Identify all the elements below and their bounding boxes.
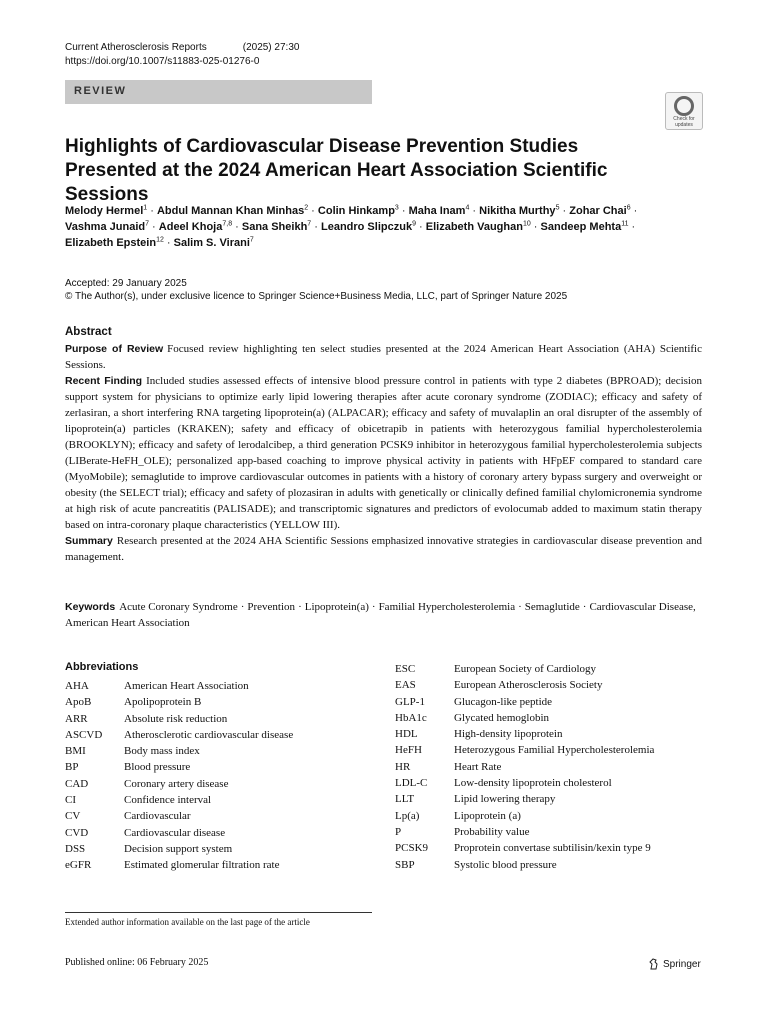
abbreviation-term: GLP-1 bbox=[395, 695, 425, 708]
abbreviation-term: HR bbox=[395, 760, 411, 773]
abbreviation-definition: Absolute risk reduction bbox=[124, 712, 228, 725]
finding-text: Included studies assessed effects of intensive blood pressure control in patients with type 2 diabetes (BPROAD); decision support system for physicians to optimize early lipid lowering therapies after acute coronary syndrome (ZODIAC); efficacy and safety of zerlasiran, a short interfering RNA targeting lipoprotein(a) (ALPACAR); efficacy and safety of muvalaplin an oral disrupter of the assembly of lipoprotein(a) particles (KRAKEN); safety and efficacy of obicetrapib in patients with heterozygous familial hypercholesterolemia (BROOKLYN); efficacy and safety of lerodalcibep, a third generation PCSK9 inhibitor in heterozygous familial hypercholesterolemia subjects (LIBerate-HeFH_OLE); personalized app-based coaching to improve physical activity in patients with HFpEF compared to standard care (MyoMobile); semaglutide to improve cardiovascular outcomes in patients with a history of coronary artery bypass surgery and overweight or obesity (the SELECT trial); efficacy and safety of plozasiran in adults with genetically or clinically defined familial chylomicronemia syndrome at high risk of acute pancreatitis (PALISADE); and transcriptomic signatures and predictors of evolocumab added to maximum statin therapy based on intra-coronary plaque characteristics (YELLOW III). bbox=[65, 375, 702, 531]
author-name[interactable]: Maha Inam bbox=[408, 205, 466, 217]
author-affiliation-marker: 2 bbox=[304, 204, 309, 212]
abbreviation-row bbox=[395, 759, 654, 775]
author-name[interactable]: Nikitha Murthy bbox=[479, 205, 556, 217]
author-affiliation-marker: 7,8 bbox=[222, 220, 233, 228]
abbreviation-definition: American Heart Association bbox=[124, 680, 249, 692]
abbreviation-row bbox=[65, 743, 293, 759]
abbreviation-row bbox=[395, 677, 654, 693]
abbreviation-definition: Apolipoprotein B bbox=[124, 696, 202, 709]
abbreviation-term: P bbox=[395, 825, 402, 838]
journal-header bbox=[65, 41, 299, 69]
abbreviation-row bbox=[65, 857, 293, 873]
publisher-logo bbox=[648, 958, 701, 970]
abbreviation-term: ARR bbox=[65, 712, 88, 725]
abbreviations-heading: Abbreviations bbox=[65, 661, 139, 673]
author-affiliation-marker: 10 bbox=[522, 220, 531, 228]
abbreviation-row bbox=[395, 824, 654, 840]
abbreviation-term: EAS bbox=[395, 679, 416, 692]
author-name[interactable]: Melody Hermel bbox=[65, 205, 144, 217]
abbreviation-row bbox=[65, 678, 293, 694]
keyword: Cardiovascular Disease, American Heart Association bbox=[65, 601, 696, 629]
abbreviation-definition: Body mass index bbox=[124, 745, 200, 758]
author-name[interactable]: Vashma Junaid bbox=[65, 221, 146, 233]
abbreviation-term: Lp(a) bbox=[395, 809, 420, 822]
abbreviation-row bbox=[65, 711, 293, 727]
abbreviation-definition: Estimated glomerular filtration rate bbox=[124, 859, 280, 872]
author-affiliation-marker: 11 bbox=[621, 220, 629, 228]
abbreviation-term: eGFR bbox=[65, 859, 92, 872]
author-affiliation-marker: 9 bbox=[412, 220, 416, 228]
abbreviation-definition: High-density lipoprotein bbox=[454, 728, 563, 741]
abbreviation-definition: Glycated hemoglobin bbox=[454, 711, 550, 724]
abbreviation-term: LLT bbox=[395, 793, 415, 806]
abstract-heading: Abstract bbox=[65, 326, 112, 338]
keyword: Prevention bbox=[247, 601, 296, 613]
doi-link[interactable]: https://doi.org/10.1007/s11883-025-01276-0 bbox=[65, 56, 260, 67]
abbreviation-definition: Coronary artery disease bbox=[124, 777, 229, 790]
author-affiliation-marker: 7 bbox=[145, 220, 149, 228]
author-affiliation-marker: 3 bbox=[394, 204, 399, 212]
abbreviation-row bbox=[65, 825, 293, 841]
author-affiliation-marker: 4 bbox=[465, 204, 470, 212]
article-dates bbox=[65, 277, 567, 303]
summary-label: Summary bbox=[65, 535, 113, 547]
abbreviation-definition: European Society of Cardiology bbox=[454, 663, 597, 675]
abbreviation-definition: Glucagon-like peptide bbox=[454, 695, 553, 708]
abbreviation-term: PCSK9 bbox=[395, 842, 429, 855]
summary-text: Research presented at the 2024 AHA Scientific Sessions emphasized innovative strategies in cardiovascular disease prevention and management. bbox=[65, 535, 702, 563]
abbreviation-definition: Blood pressure bbox=[124, 761, 191, 774]
purpose-text: Focused review highlighting ten select studies presented at the 2024 American Heart Association (AHA) Scientific Sessions. bbox=[65, 343, 702, 371]
abbreviation-row bbox=[395, 808, 654, 824]
abbreviation-row bbox=[395, 726, 654, 742]
abbreviation-definition: European Atherosclerosis Society bbox=[454, 679, 603, 692]
author-name[interactable]: Salim S. Virani bbox=[173, 237, 250, 249]
abbreviation-row bbox=[65, 776, 293, 792]
abbreviation-row bbox=[395, 791, 654, 807]
abbreviation-term: AHA bbox=[65, 680, 89, 692]
abbreviation-row bbox=[395, 661, 654, 677]
keyword: Acute Coronary Syndrome bbox=[119, 601, 238, 613]
abbreviations-right-column bbox=[395, 661, 654, 873]
author-name[interactable]: Elizabeth Epstein bbox=[65, 237, 157, 249]
check-updates-label-2: updates bbox=[675, 122, 693, 128]
published-date: Published online: 06 February 2025 bbox=[65, 957, 209, 968]
author-name[interactable]: Adeel Khoja bbox=[158, 221, 223, 233]
abbreviation-row bbox=[395, 710, 654, 726]
author-name[interactable]: Leandro Slipczuk bbox=[320, 221, 413, 233]
section-banner bbox=[65, 80, 372, 104]
abbreviation-term: CAD bbox=[65, 777, 89, 790]
abbreviation-definition: Probability value bbox=[454, 825, 530, 838]
abbreviation-definition: Atherosclerotic cardiovascular disease bbox=[124, 728, 294, 741]
abbreviation-row bbox=[395, 742, 654, 758]
abbreviation-term: SBP bbox=[395, 858, 415, 871]
abstract-purpose bbox=[65, 341, 702, 373]
abbreviation-term: HbA1c bbox=[395, 711, 427, 724]
abbreviation-term: CV bbox=[65, 810, 81, 823]
abbreviation-term: ApoB bbox=[65, 696, 92, 709]
abbreviation-term: DSS bbox=[65, 842, 86, 855]
keyword: Semaglutide bbox=[524, 601, 580, 613]
abstract-finding bbox=[65, 373, 702, 533]
keyword: Familial Hypercholesterolemia bbox=[378, 601, 516, 613]
check-for-updates-badge[interactable] bbox=[665, 92, 703, 130]
abbreviation-definition: Decision support system bbox=[124, 842, 233, 855]
abbreviation-term: ASCVD bbox=[65, 728, 103, 741]
abbreviation-term: LDL-C bbox=[395, 777, 428, 790]
abstract-summary bbox=[65, 533, 702, 565]
abbreviation-term: HeFH bbox=[395, 744, 422, 757]
abbreviation-row bbox=[65, 792, 293, 808]
abstract bbox=[65, 324, 702, 565]
abbreviation-definition: Lipid lowering therapy bbox=[454, 793, 556, 806]
abbreviation-definition: Low-density lipoprotein cholesterol bbox=[454, 777, 612, 790]
abbreviation-term: CVD bbox=[65, 826, 89, 839]
article-title: Highlights of Cardiovascular Disease Prevention Studies Presented at the 2024 American Heart Association Scientific Sessions bbox=[65, 136, 608, 205]
purpose-label: Purpose of Review bbox=[65, 343, 164, 355]
abbreviation-definition: Heterozygous Familial Hypercholesterolemia bbox=[454, 744, 655, 757]
author-affiliation-marker: 6 bbox=[626, 204, 631, 212]
author-affiliation-marker: 7 bbox=[307, 220, 312, 228]
abbreviation-term: BMI bbox=[65, 745, 86, 758]
abbreviation-term: BP bbox=[65, 761, 79, 774]
keywords: Keywords Acute Coronary Syndrome · Prevention · Lipoprotein(a) · Familial Hypercholesterolemia · Semaglutide · Cardiovascular Disease, American Heart Association bbox=[65, 601, 696, 629]
accepted-date: Accepted: 29 January 2025 bbox=[65, 278, 187, 289]
abbreviation-row bbox=[395, 857, 654, 873]
check-updates-icon bbox=[674, 96, 694, 116]
abbreviation-row bbox=[65, 694, 293, 710]
abbreviation-row bbox=[65, 759, 293, 775]
citation: (2025) 27:30 bbox=[242, 42, 300, 53]
footnote: Extended author information available on the last page of the article bbox=[65, 917, 310, 927]
publisher-name: Springer bbox=[663, 958, 701, 970]
abbreviation-definition: Proprotein convertase subtilisin/kexin type 9 bbox=[454, 842, 651, 855]
copyright-notice: © The Author(s), under exclusive licence to Springer Science+Business Media, LLC, part of Springer Nature 2025 bbox=[65, 291, 568, 302]
abbreviation-row bbox=[395, 840, 654, 856]
abbreviation-row bbox=[395, 775, 654, 791]
author-affiliation-marker: 7 bbox=[249, 236, 254, 244]
abbreviation-term: HDL bbox=[395, 728, 418, 741]
abbreviation-definition: Cardiovascular bbox=[124, 810, 191, 823]
abbreviation-definition: Cardiovascular disease bbox=[124, 826, 226, 839]
section-label: REVIEW bbox=[74, 85, 127, 97]
author-list: Melody Hermel$^1$ · Abdul Mannan Khan Minhas$^2$ · Colin Hinkamp$^3$ · Maha Inam$^4$ · Nikitha Murthy$^5$ · Zohar Chai$^6$ · Vashma Junaid$^7$ · Adeel Khoja$^{7,8}$ · Sana Sheikh$^7$ · Leandro Slipczuk$^9$ · Elizabeth Vaughan$^{10}$ · Sandeep Mehta$^{11}$ · Elizabeth Epstein$^{12}$ · Salim S. Virani$^7$ bbox=[65, 204, 638, 249]
author-affiliation-marker: 12 bbox=[156, 236, 164, 244]
abbreviation-row bbox=[65, 808, 293, 824]
author-name[interactable]: Sana Sheikh bbox=[241, 221, 308, 233]
author-name[interactable]: Abdul Mannan Khan Minhas bbox=[156, 205, 305, 217]
abbreviation-definition: Lipoprotein (a) bbox=[454, 809, 521, 822]
abbreviation-row bbox=[65, 841, 293, 857]
abbreviation-definition: Systolic blood pressure bbox=[454, 858, 557, 871]
abbreviations-left-column bbox=[65, 678, 293, 874]
abbreviation-row bbox=[65, 727, 293, 743]
author-affiliation-marker: 1 bbox=[143, 204, 148, 212]
author-name[interactable]: Sandeep Mehta bbox=[540, 221, 622, 233]
author-name[interactable]: Zohar Chai bbox=[569, 205, 627, 217]
author-name[interactable]: Elizabeth Vaughan bbox=[425, 221, 523, 233]
abbreviation-term: CI bbox=[65, 794, 76, 807]
author-affiliation-marker: 5 bbox=[555, 204, 560, 212]
journal-name: Current Atherosclerosis Reports bbox=[65, 42, 207, 53]
springer-horse-icon bbox=[648, 958, 660, 970]
keyword: Lipoprotein(a) bbox=[304, 601, 369, 613]
footnote-divider bbox=[65, 912, 372, 913]
abbreviation-definition: Confidence interval bbox=[124, 794, 212, 807]
abbreviation-row bbox=[395, 694, 654, 710]
abbreviation-definition: Heart Rate bbox=[454, 760, 502, 773]
check-updates-label-1: Check for bbox=[673, 116, 695, 122]
finding-label: Recent Finding bbox=[65, 375, 143, 387]
author-name[interactable]: Colin Hinkamp bbox=[317, 205, 395, 217]
abbreviation-term: ESC bbox=[395, 663, 416, 675]
keywords-label: Keywords bbox=[65, 601, 116, 613]
